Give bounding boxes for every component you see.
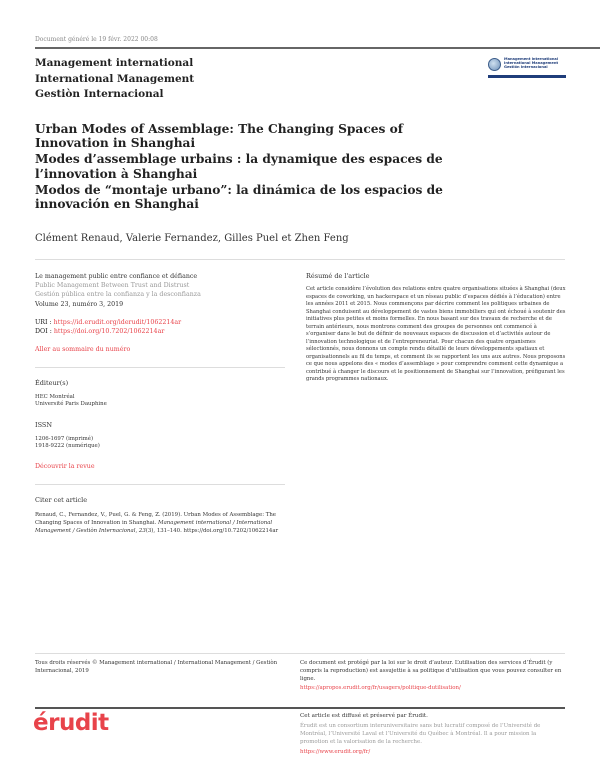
publisher: Université Paris Dauphine xyxy=(35,401,107,408)
publisher: HEC Montréal xyxy=(35,394,75,400)
journal-titles xyxy=(35,56,194,103)
issn-list xyxy=(35,436,285,451)
toc-link[interactable]: Aller au sommaire du numéro xyxy=(35,346,131,353)
article-title-es: Modos de “montaje urbano”: la dinámica de los espacios de innovación en Shanghai xyxy=(35,182,443,212)
divider xyxy=(35,484,285,485)
theme-es: Gestión pública entre la confianza y la desconfianza xyxy=(35,291,201,298)
article-title-en: Urban Modes of Assemblage: The Changing Spaces of Innovation in Shanghai xyxy=(35,122,403,151)
journal-title-es: Gestiòn Internacional xyxy=(35,88,164,100)
issn-print: 1206-1697 (imprimé) xyxy=(35,435,94,442)
theme-fr: Le management public entre confiance et défiance xyxy=(35,273,198,280)
journal-title-en: International Management xyxy=(35,72,195,85)
footer-divider xyxy=(35,653,565,654)
journal-title-fr: Management international xyxy=(35,57,194,69)
journal-logo xyxy=(488,56,566,82)
identifiers xyxy=(35,318,285,336)
top-divider xyxy=(35,47,600,49)
theme-en: Public Management Between Trust and Distrust xyxy=(35,282,190,289)
logo-line: Management international xyxy=(504,57,559,61)
divider xyxy=(35,367,285,368)
citation-sep: , xyxy=(135,527,139,534)
abstract-heading: Résumé de l'article xyxy=(306,272,370,280)
copyright-notice xyxy=(300,659,562,692)
uri-label: URI : xyxy=(35,319,54,326)
article-titles xyxy=(35,122,455,213)
citation-pages: (3), 131–140. https://doi.org/10.7202/1062214ar xyxy=(145,527,279,534)
policy-link[interactable]: https://apropos.erudit.org/fr/usagers/politique-dutilisation/ xyxy=(300,685,461,691)
volume-info: Volume 23, numéro 3, 2019 xyxy=(35,301,124,308)
copyright-text: Ce document est protégé par la loi sur le droit d’auteur. L’utilisation des services d’Érudit (y compris la reproduction) est assujettie à sa politique d’utilisation que vous pouvez consulter en ligne. xyxy=(300,660,562,682)
logo-line: International Management xyxy=(504,61,559,66)
doi-label: DOI : xyxy=(35,328,54,335)
diffusion-description: Érudit est un consortium interuniversitaire sans but lucratif composé de l’Université de Montréal, l’Université Laval et l’Université du Québec à Montréal. Il a pour mission la promotion et la valorisation de la recherche. xyxy=(300,723,541,745)
authors: Clément Renaud, Valerie Fernandez, Gilles Puel et Zhen Feng xyxy=(35,233,349,244)
citation-text: Renaud, C., Fernandez, V., Puel, G. & Feng, Z. (2019). Urban Modes of Assemblage: The Changing Spaces of Innovation in Shanghai. xyxy=(35,511,276,526)
globe-icon xyxy=(488,58,501,71)
diffusion-heading: Cet article est diffusé et préservé par Érudit. xyxy=(300,713,428,719)
section-divider xyxy=(35,259,565,260)
erudit-link[interactable]: https://www.erudit.org/fr/ xyxy=(300,749,371,755)
bottom-divider xyxy=(35,707,565,709)
citation-volume: 23 xyxy=(138,527,146,534)
citation-journal: Management international / International Management / Gestiòn Internacional xyxy=(35,519,273,534)
publishers-list xyxy=(35,394,285,409)
doi-link[interactable]: https://doi.org/10.7202/1062214ar xyxy=(53,328,165,335)
citation xyxy=(35,511,285,535)
generated-date: Document généré le 19 févr. 2022 00:08 xyxy=(35,36,158,43)
discover-journal-link[interactable]: Découvrir la revue xyxy=(35,462,95,470)
logo-line: Gestión Internacional xyxy=(504,65,548,70)
publishers-heading: Éditeur(s) xyxy=(35,379,69,387)
logo-text xyxy=(504,57,558,70)
article-metadata xyxy=(35,272,285,535)
issn-digital: 1918-9222 (numérique) xyxy=(35,443,100,450)
logo-bar xyxy=(488,75,566,78)
erudit-info xyxy=(300,712,562,756)
article-title-fr: Modes d’assemblage urbains : la dynamique des espaces de l’innovation à Shanghai xyxy=(35,152,443,181)
uri-link[interactable]: https://id.erudit.org/iderudit/1062214ar xyxy=(53,319,182,326)
abstract-body: Cet article considère l’évolution des relations entre quatre organisations situées à Shanghai (deux espaces de coworking, un hackerspace et un réseau public d’espaces dédiés à l’éducation) entre les années 2011 et 2015. Nous commençons par décrire comment les politiques urbaines de Shanghai conduisent au développement de vastes biens immobiliers qui ont échoué à soutenir des initiatives plus petites et moins formelles. En nous basant sur des travaux de recherche et de terrain antérieurs, nous montrons comment des groupes de personnes ont commencé à s’organiser dans le but de définir de nouveaux espaces de discussion et d’activités autour de l’innovation technologique et de l’entrepreneuriat. Pour chacun des quatre organismes sélectionnés, nous donnons un compte rendu détaillé de leurs développements spatiaux et organisationnels au fil du temps, et comment ils se rapportent les uns aux autres. Nous proposons ce que nous appelons des « modes d’assemblage » pour comprendre comment cette dynamique a contribué à changer le discours et le positionnement de Shanghai sur l’innovation, préfigurant les grands programmes nationaux. xyxy=(306,286,566,382)
cite-heading: Citer cet article xyxy=(35,495,88,504)
erudit-logo: érudit xyxy=(33,710,109,736)
issn-heading: ISSN xyxy=(35,420,53,429)
rights-notice: Tous droits réservés © Management international / International Management / Gestiòn Internacional, 2019 xyxy=(35,660,278,674)
abstract-section xyxy=(306,272,566,384)
